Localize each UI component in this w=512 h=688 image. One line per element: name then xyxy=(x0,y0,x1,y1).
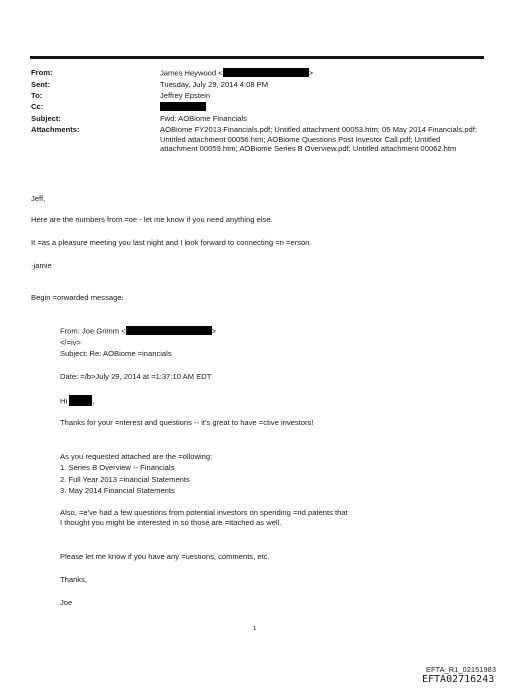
subject-value: Fwd: AOBiome Financials xyxy=(160,114,247,123)
fwd-thanks: Thanks, xyxy=(60,575,88,584)
redaction-block xyxy=(69,395,95,406)
from-value xyxy=(160,68,478,78)
sent-label: Sent: xyxy=(31,80,50,89)
fwd-subject: Subject: Re: AOBiome =inancials xyxy=(60,349,172,358)
header-rule xyxy=(30,56,484,59)
to-label: To: xyxy=(31,91,43,100)
fwd-from xyxy=(60,326,216,336)
hi-punct: , xyxy=(92,396,95,406)
sent-value: Tuesday, July 29, 2014 4:08 PM xyxy=(160,80,269,89)
cc-value xyxy=(160,102,478,112)
subject-label: Subject: xyxy=(31,114,61,123)
from-label: From: xyxy=(31,68,53,77)
fwd-requested: As you requested attached are the =ollowing: xyxy=(60,452,213,461)
fwd-from-suffix: > xyxy=(211,326,217,336)
fwd-also-para: Also, =e've had a few questions from potential investors on spending =nd patents that I thought you might be interested in so those are =ttached as well. xyxy=(60,508,348,527)
signoff: -jamie xyxy=(31,261,52,270)
list-item-2: 2. Full Year 2013 =inancial Statements xyxy=(60,475,190,484)
forward-header: Begin =orwarded message: xyxy=(31,293,124,302)
bates-stamp-1: EFTA_R1_02151983 xyxy=(426,665,497,674)
from-name: James Heywood < xyxy=(160,68,223,78)
fwd-name: Joe xyxy=(60,598,73,607)
greeting: Jeff, xyxy=(31,194,46,203)
fwd-hi xyxy=(60,395,94,406)
page-number: 1 xyxy=(253,626,257,632)
redaction-block xyxy=(126,326,212,335)
bates-stamp-2: EFTA02716243 xyxy=(422,674,495,685)
redaction-block xyxy=(223,68,309,77)
fwd-div-tag: </=iv> xyxy=(60,338,81,347)
cc-label: Cc: xyxy=(31,102,44,111)
fwd-thanks-para: Thanks for your =nterest and questions -- it's great to have =ctive investors! xyxy=(60,418,314,427)
fwd-date: Date: =/b>July 29, 2014 at =1:37:10 AM EDT xyxy=(60,372,212,381)
to-value: Jeffrey Epstein xyxy=(160,91,211,100)
list-item-1: 1. Series B Overview -- Financials xyxy=(60,463,175,472)
attachments-label: Attachments: xyxy=(31,125,80,134)
list-item-3: 3. May 2014 Financial Statements xyxy=(60,486,175,495)
fwd-from-prefix: From: Joe Grimm < xyxy=(60,326,126,336)
redaction-block xyxy=(160,102,206,111)
body-line-2: It =as a pleasure meeting you last night and I look forward to connecting =n =erson. xyxy=(31,238,312,247)
hi-text: Hi xyxy=(60,396,68,406)
attachments-value: AOBiome FY2013 Financials.pdf; Untitled attachment 00053.htm; 05 May 2014 Financials.pdf; Untitled attachment 00056.htm; AOBiome Questions Post Investor Call.pdf; Untitled attachment 00059.htm; AOBiome Series B Overview.pdf; Untitled attachment 00062.htm xyxy=(160,125,478,154)
body-line-1: Here are the numbers from =oe - let me know if you need anything else. xyxy=(31,215,273,224)
from-suffix: > xyxy=(308,68,314,78)
fwd-letme: Please let me know if you have any =uestions, comments, etc. xyxy=(60,552,270,561)
